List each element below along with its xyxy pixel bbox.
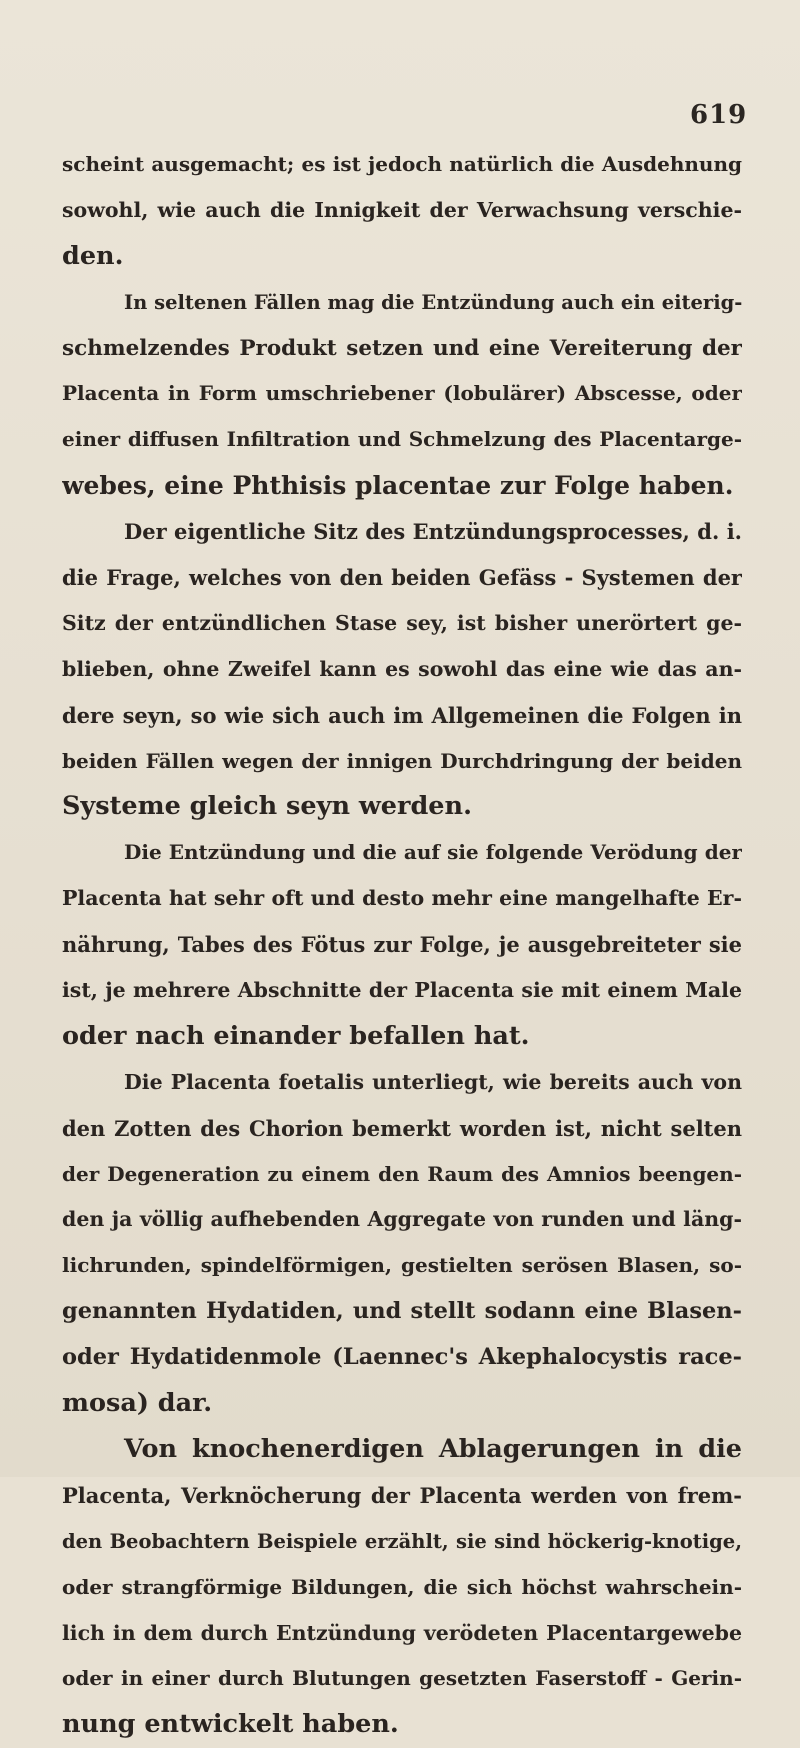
text-line: oder in einer durch Blutungen gesetzten Faserstoff - Gerin- xyxy=(62,1666,742,1691)
text-line: oder nach einander befallen hat. xyxy=(62,1020,530,1051)
text-line: In seltenen Fällen mag die Entzündung auch ein eiterig- xyxy=(124,290,742,314)
text-line: die Frage, welches von den beiden Gefäss - Systemen der xyxy=(62,565,742,591)
text-line: den ja völlig aufhebenden Aggregate von runden und läng- xyxy=(62,1207,742,1232)
text-line: schmelzendes Produkt setzen und eine Vereiterung der xyxy=(62,335,742,361)
text-line: Placenta hat sehr oft und desto mehr eine mangelhafte Er- xyxy=(62,886,742,911)
text-line: den Zotten des Chorion bemerkt worden ist, nicht selten xyxy=(62,1115,742,1141)
text-line: Von knochenerdigen Ablagerungen in die xyxy=(124,1433,742,1464)
text-line: blieben, ohne Zweifel kann es sowohl das eine wie das an- xyxy=(62,656,742,681)
text-line: oder Hydatidenmole (Laennec's Akephalocystis race- xyxy=(62,1344,742,1371)
text-line: den. xyxy=(62,240,124,271)
text-line: nung entwickelt haben. xyxy=(62,1709,399,1740)
text-line: Die Placenta foetalis unterliegt, wie bereits auch von xyxy=(124,1069,742,1094)
text-line: Systeme gleich seyn werden. xyxy=(62,791,472,822)
text-line: nährung, Tabes des Fötus zur Folge, je ausgebreiteter sie xyxy=(62,932,742,958)
text-line: scheint ausgemacht; es ist jedoch natürlich die Ausdehnung xyxy=(62,152,742,176)
text-line: der Degeneration zu einem den Raum des Amnios beengen- xyxy=(62,1161,742,1186)
page-number: 619 xyxy=(690,100,748,130)
text-line: ist, je mehrere Abschnitte der Placenta sie mit einem Male xyxy=(62,978,742,1003)
text-line: genannten Hydatiden, und stellt sodann eine Blasen- xyxy=(62,1298,742,1325)
text-line: beiden Fällen wegen der innigen Durchdringung der beiden xyxy=(62,748,742,773)
text-line: Der eigentliche Sitz des Entzündungsprocesses, d. i. xyxy=(124,519,742,545)
body-text xyxy=(62,142,742,1748)
text-line: lich in dem durch Entzündung verödeten Placentargewebe xyxy=(62,1620,742,1645)
text-line: Placenta in Form umschriebener (lobulärer) Abscesse, oder xyxy=(62,381,742,406)
text-line: einer diffusen Infiltration und Schmelzung des Placentarge- xyxy=(62,427,742,452)
text-line: Sitz der entzündlichen Stase sey, ist bisher unerörtert ge- xyxy=(62,610,742,635)
text-line: Die Entzündung und die auf sie folgende Verödung der xyxy=(124,840,742,865)
text-line: oder strangförmige Bildungen, die sich höchst wahrschein- xyxy=(62,1574,742,1599)
text-line: lichrunden, spindelförmigen, gestielten serösen Blasen, so- xyxy=(62,1253,742,1278)
text-line: mosa) dar. xyxy=(62,1388,213,1419)
text-line: sowohl, wie auch die Innigkeit der Verwachsung verschie- xyxy=(62,197,742,222)
text-line: den Beobachtern Beispiele erzählt, sie sind höckerig-knotige, xyxy=(62,1529,742,1553)
text-line: dere seyn, so wie sich auch im Allgemeinen die Folgen in xyxy=(62,702,742,728)
text-line: Placenta, Verknöcherung der Placenta werden von frem- xyxy=(62,1482,742,1508)
text-line: webes, eine Phthisis placentae zur Folge haben. xyxy=(62,471,734,501)
